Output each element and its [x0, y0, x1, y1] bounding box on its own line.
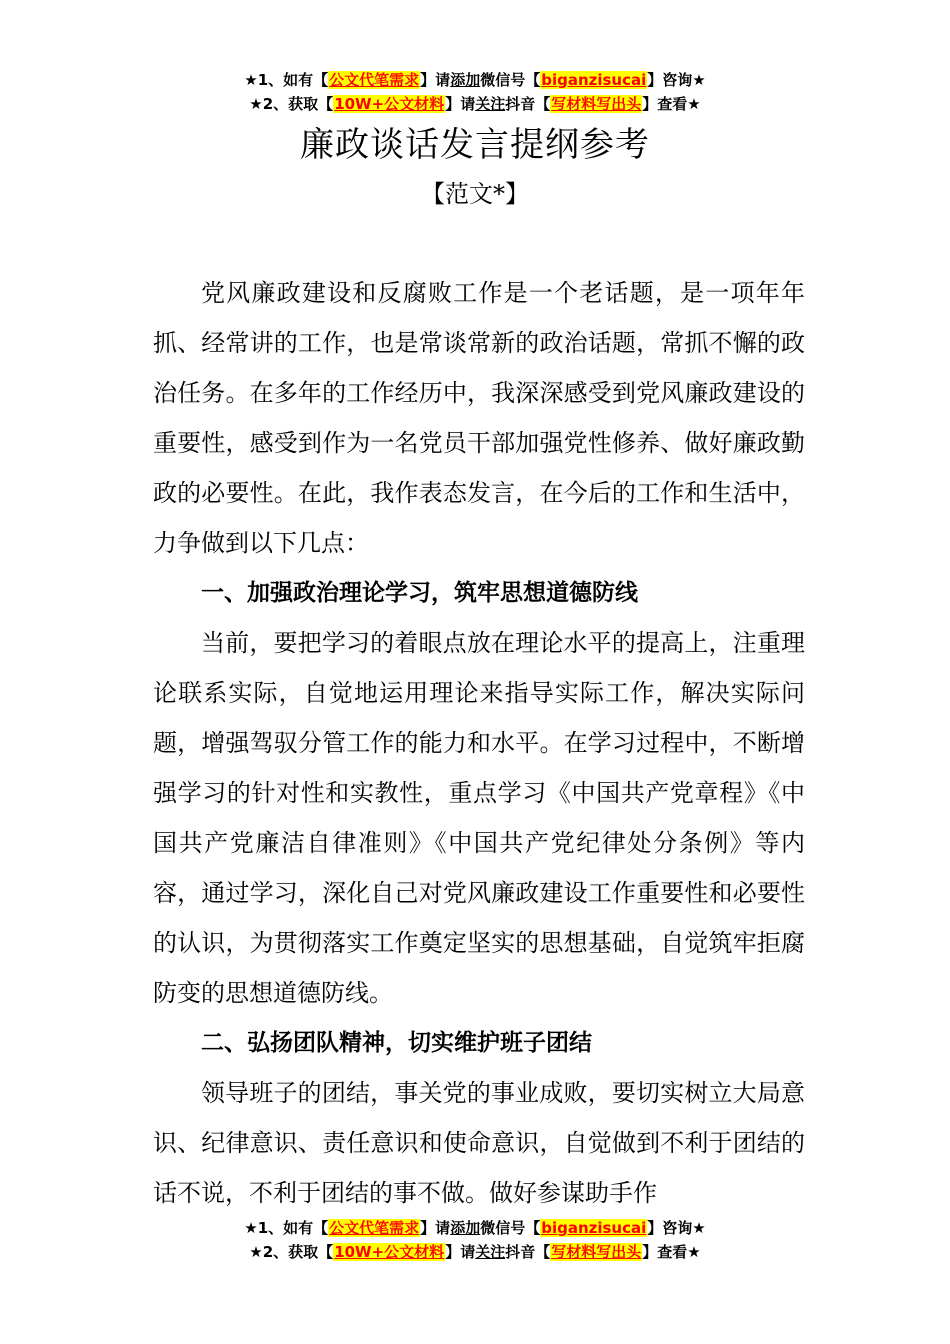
- promo-line-2: ★2、获取【10W+公文材料】请关注抖音【写材料写出头】查看★: [249, 95, 701, 113]
- document-body: [153, 268, 805, 1218]
- top-promo-banner: [0, 68, 950, 116]
- promo-line-1: ★1、如有【公文代笔需求】请添加微信号【biganzisucai】咨询★: [244, 71, 706, 89]
- section-heading-2: 二、弘扬团队精神，切实维护班子团结: [201, 1030, 592, 1056]
- ghostwriting-highlight: 公文代笔需求: [329, 71, 420, 89]
- document-subtitle: 【范文*】: [421, 180, 529, 208]
- wechat-id-highlight: biganzisucai: [541, 71, 647, 89]
- intro-paragraph: 党风廉政建设和反腐败工作是一个老话题，是一项年年抓、经常讲的工作，也是常谈常新的政治话题，常抓不懈的政治任务。在多年的工作经历中，我深深感受到党风廉政建设的重要性，感受到作为一名党员干部加强党性修养、做好廉政勤政的必要性。在此，我作表态发言，在今后的工作和生活中，力争做到以下几点：: [153, 279, 805, 557]
- wechat-id-highlight: biganzisucai: [541, 1219, 647, 1237]
- materials-highlight: 10W+公文材料: [334, 95, 445, 113]
- materials-highlight: 10W+公文材料: [334, 1243, 445, 1261]
- promo-line-2: ★2、获取【10W+公文材料】请关注抖音【写材料写出头】查看★: [249, 1243, 701, 1261]
- douyin-highlight: 写材料写出头: [551, 95, 642, 113]
- section-1-paragraph: 当前，要把学习的着眼点放在理论水平的提高上，注重理论联系实际，自觉地运用理论来指导实际工作，解决实际问题，增强驾驭分管工作的能力和水平。在学习过程中，不断增强学习的针对性和实教性，重点学习《中国共产党章程》《中国共产党廉洁自律准则》《中国共产党纪律处分条例》等内容，通过学习，深化自己对党风廉政建设工作重要性和必要性的认识，为贯彻落实工作奠定坚实的思想基础，自觉筑牢拒腐防变的思想道德防线。: [153, 629, 805, 1007]
- bottom-promo-banner: [0, 1216, 950, 1264]
- document-title: 廉政谈话发言提纲参考: [300, 125, 650, 165]
- section-2-paragraph: 领导班子的团结，事关党的事业成败，要切实树立大局意识、纪律意识、责任意识和使命意识，自觉做到不利于团结的话不说，不利于团结的事不做。做好参谋助手作: [153, 1079, 805, 1207]
- ghostwriting-highlight: 公文代笔需求: [329, 1219, 420, 1237]
- promo-line-1: ★1、如有【公文代笔需求】请添加微信号【biganzisucai】咨询★: [244, 1219, 706, 1237]
- section-heading-1: 一、加强政治理论学习，筑牢思想道德防线: [201, 580, 638, 606]
- douyin-highlight: 写材料写出头: [551, 1243, 642, 1261]
